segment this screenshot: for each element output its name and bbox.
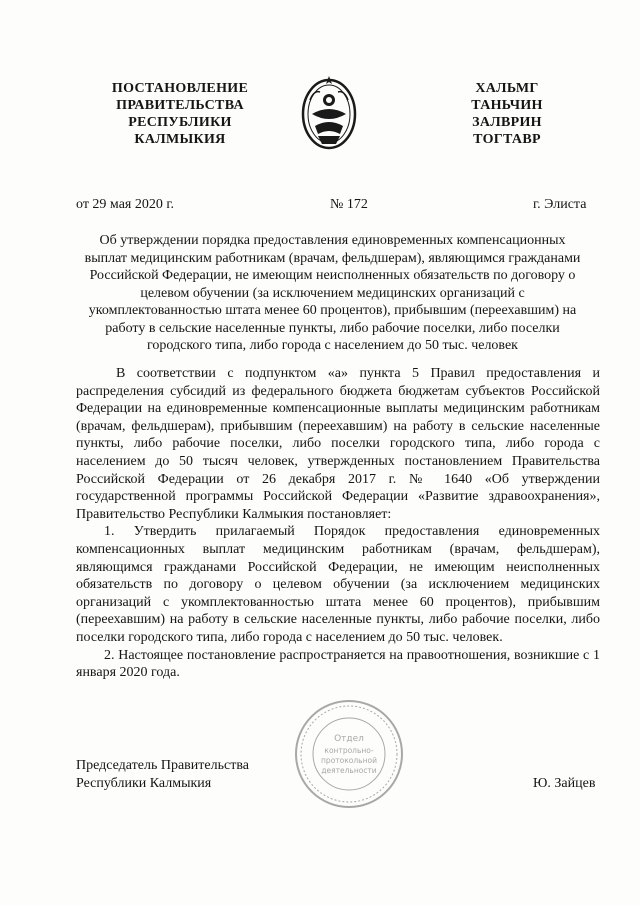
seal-line: Отдел [334, 734, 364, 744]
header-right-block [448, 80, 566, 148]
body-item-2: 2. Настоящее постановление распространяется на правоотношения, возникшие с 1 января 2020 года. [76, 647, 600, 681]
header-left-line: КАЛМЫКИЯ [134, 132, 226, 147]
signatory-title-line: Республики Калмыкия [76, 776, 212, 791]
header-left-line: ПРАВИТЕЛЬСТВА [116, 98, 244, 113]
header-right-line: ТАНЬЧИН [471, 98, 543, 113]
signatory-title-line: Председатель Правительства [76, 758, 249, 773]
header-left-line: ПОСТАНОВЛЕНИЕ [111, 81, 249, 96]
seal-line: контрольно- [324, 746, 374, 755]
document-number: № 172 [330, 197, 368, 212]
header-right-line: ХАЛЬМГ [475, 81, 539, 96]
signatory-title [76, 757, 249, 793]
header-right-line: ЗАЛВРИН [472, 115, 542, 130]
document-city: г. Элиста [533, 197, 587, 212]
official-seal-stamp [293, 698, 405, 810]
document-title: Об утверждении порядка предоставления единовременных компенсационных выплат медицинским работникам (врачам, фельдшерам), являющимся гражданами Российской Федерации, не имеющим неисполненных обязательств по договору о целевом обучении (за исключением медицинских организаций с укомплектованностью штата менее 60 процентов), прибывшим (переехавшим) на работу в сельские населенные пункты, либо рабочие поселки, либо поселки городского типа, либо города с населением до 50 тыс. человек [84, 233, 581, 353]
signatory-name: Ю. Зайцев [533, 776, 596, 791]
body-item-1: 1. Утвердить прилагаемый Порядок предоставления единовременных компенсационных выплат медицинским работникам (врачам, фельдшерам), являющимся гражданами Российской Федерации, не имеющим неисполненных обязательств по договору о целевом обучении (за исключением медицинских организаций с укомплектованностью штата менее 60 процентов), прибывшим (переехавшим) на работу в сельские населенные пункты, либо рабочие поселки, либо поселки городского типа, либо города с населением до 50 тыс. человек. [76, 524, 600, 645]
seal-line: протокольной [321, 756, 377, 765]
header-right-line: ТОГТАВР [473, 132, 541, 147]
body-intro-paragraph: В соответствии с подпунктом «а» пункта 5 Правил предоставления и распределения субсидий из федерального бюджета бюджетам субъектов Российской Федерации на единовременные компенсационные выплаты медицинским работникам (врачам, фельдшерам), прибывшим (переехавшим) на работу в сельские населенные пункты, либо рабочие поселки, либо поселки городского типа, либо города с населением до 50 тысяч человек, утвержденных постановлением Правительства Российской Федерации от 26 декабря 2017 г. № 1640 «Об утверждении государственной программы Российской Федерации «Развитие здравоохранения», Правительство Республики Калмыкия постановляет: [76, 366, 600, 522]
seal-line: деятельности [321, 766, 377, 775]
document-date: от 29 мая 2020 г. [76, 197, 175, 212]
header-left-block [95, 80, 265, 148]
document-body [76, 365, 600, 682]
coat-of-arms-emblem [300, 70, 358, 154]
header-left-line: РЕСПУБЛИКИ [128, 115, 232, 130]
